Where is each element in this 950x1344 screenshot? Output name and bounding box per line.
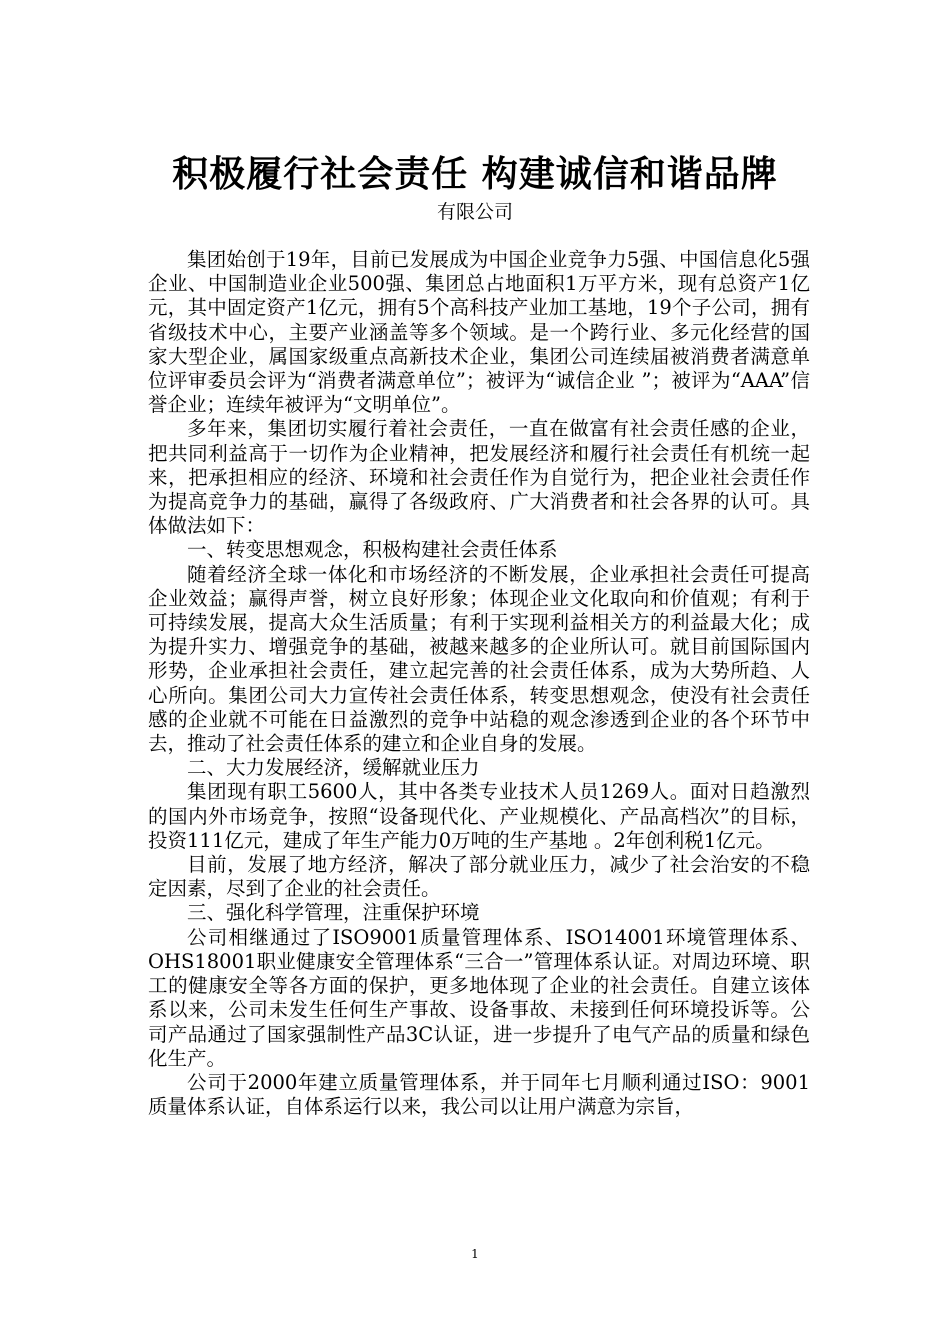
paragraph-section-3b: 公司于2000年建立质量管理体系，并于同年七月顺利通过ISO：9001质量体系认证，自体系运行以来，我公司以让用户满意为宗旨，	[148, 1070, 810, 1119]
paragraph-section-2b: 目前，发展了地方经济，解决了部分就业压力，减少了社会治安的不稳定因素，尽到了企业的社会责任。	[148, 853, 810, 901]
section-heading-2: 二、大力发展经济，缓解就业压力	[187, 756, 480, 780]
section-heading-3: 三、强化科学管理，注重保护环境	[187, 901, 480, 925]
paragraph-section-2a: 集团现有职工5600人，其中各类专业技术人员1269人。面对日趋激烈的国内外市场竞争，按照“设备现代化、产业规模化、产品高档次”的目标，投资111亿元，建成了年生产能力0万吨的生产基地 。2年创利税1亿元。	[148, 780, 810, 852]
paragraph-section-3a: 公司相继通过了ISO9001质量管理体系、ISO14001环境管理体系、OHS18001职业健康安全管理体系“三合一”管理体系认证。对周边环境、职工的健康安全等各方面的保护，更多地体现了企业的社会责任。自建立该体系以来，公司未发生任何生产事故、设备事故、未接到任何环境投诉等。公司产品通过了国家强制性产品3C认证，进一步提升了电气产品的质量和绿色化生产。	[148, 925, 810, 1070]
paragraph-section-1: 随着经济全球一体化和市场经济的不断发展，企业承担社会责任可提高企业效益；赢得声誉，树立良好形象；体现企业文化取向和价值观；有利于可持续发展，提高大众生活质量；有利于实现利益相关方的利益最大化；成为提升实力、增强竞争的基础，被越来越多的企业所认可。就目前国际国内形势，企业承担社会责任，建立起完善的社会责任体系，成为大势所趋、人心所向。集团公司大力宣传社会责任体系，转变思想观念，使没有社会责任感的企业就不可能在日益激烈的竞争中站稳的观念渗透到企业的各个环节中去，推动了社会责任体系的建立和企业自身的发展。	[148, 562, 810, 756]
paragraph-intro: 集团始创于19年，目前已发展成为中国企业竞争力5强、中国信息化5强企业、中国制造业企业500强、集团总占地面积1万平方米，现有总资产1亿元，其中固定资产1亿元，拥有5个高科技产业加工基地，19个子公司，拥有省级技术中心，主要产业涵盖等多个领域。是一个跨行业、多元化经营的国家大型企业，属国家级重点高新技术企业，集团公司连续届被消费者满意单位评审委员会评为“消费者满意单位”；被评为“诚信企业 ”；被评为“AAA”信誉企业；连续年被评为“文明单位”。	[148, 248, 810, 417]
document-body	[148, 248, 810, 1119]
document-title: 积极履行社会责任 构建诚信和谐品牌	[172, 153, 778, 195]
page-number: 1	[471, 1247, 479, 1261]
document-subtitle: 有限公司	[436, 201, 513, 223]
section-heading-1: 一、转变思想观念，积极构建社会责任体系	[187, 538, 558, 562]
paragraph-overview: 多年来，集团切实履行着社会责任，一直在做富有社会责任感的企业，把共同利益高于一切作为企业精神，把发展经济和履行社会责任有机统一起来，把承担相应的经济、环境和社会责任作为自觉行为，把企业社会责任作为提高竞争力的基础，赢得了各级政府、广大消费者和社会各界的认可。具体做法如下：	[148, 417, 810, 538]
